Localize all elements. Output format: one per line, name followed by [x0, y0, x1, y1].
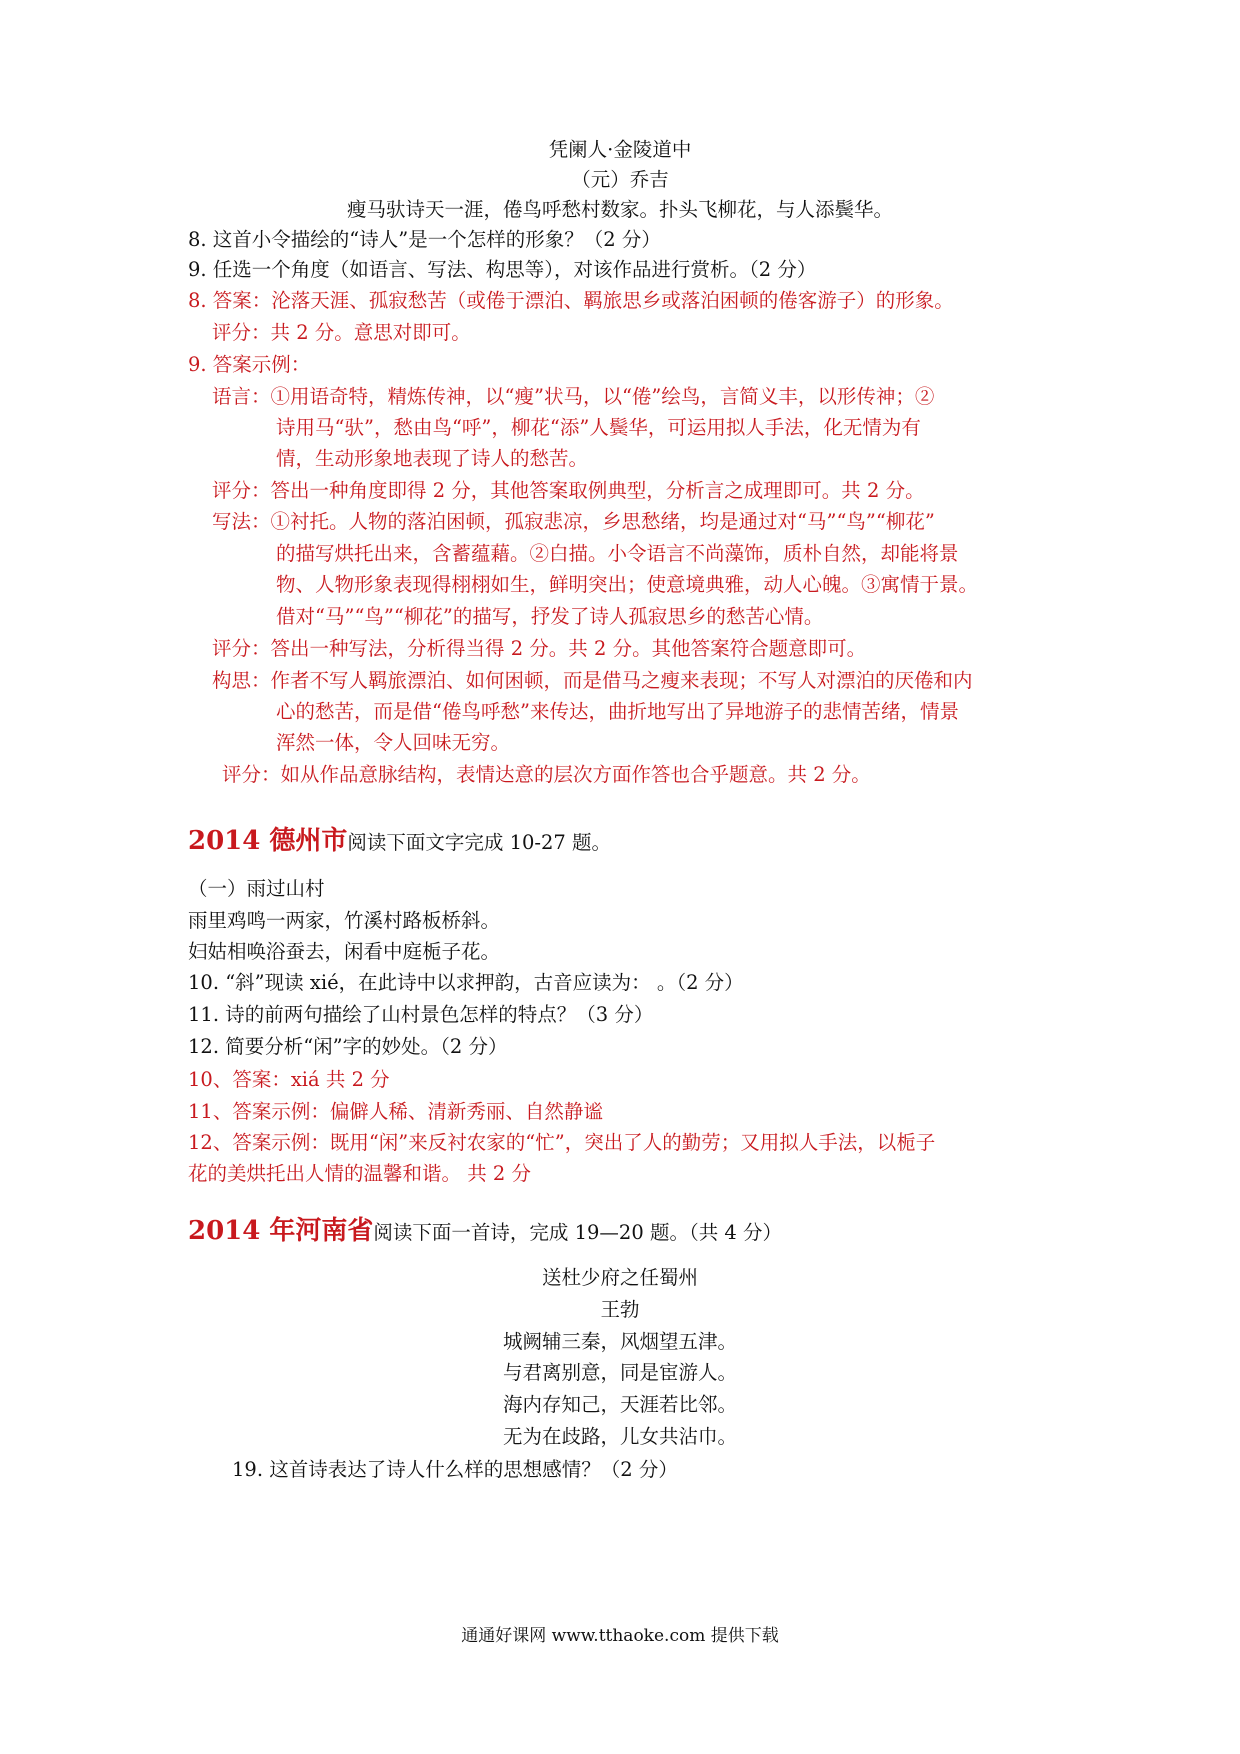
answer-9-method-line: 的描写烘托出来，含蓄蕴藉。②白描。小令语言不尚藻饰，质朴自然，却能将景 — [276, 542, 959, 565]
answer-9-language-line: 情，生动形象地表现了诗人的愁苦。 — [276, 447, 589, 470]
poem-text: 瘦马驮诗天一涯，倦鸟呼愁村数家。扑头飞柳花，与人添鬓华。 — [346, 198, 893, 221]
question-19: 19. 这首诗表达了诗人什么样的思想感情？（2 分） — [232, 1458, 678, 1481]
question-12: 12. 简要分析“闲”字的妙处。（2 分） — [188, 1035, 508, 1058]
answer-9-idea-line: 构思：作者不写人羁旅漂泊、如何困顿，而是借马之瘦来表现；不写人对漂泊的厌倦和内 — [212, 669, 973, 692]
henan-heading: 2014 年河南省 — [188, 1216, 374, 1246]
dezhou-section-title: （一）雨过山村 — [188, 877, 325, 900]
dezhou-intro: 阅读下面文字完成 10-27 题。 — [347, 831, 612, 854]
answer-12-line: 花的美烘托出人情的温馨和谐。 共 2 分 — [188, 1162, 532, 1185]
poem-title: 凭阑人·金陵道中 — [548, 138, 692, 161]
answer-8: 8. 答案：沦落天涯、孤寂愁苦（或倦于漂泊、羁旅思乡或落泊困顿的倦客游子）的形象。 — [188, 289, 954, 312]
answer-9-method-score: 评分：答出一种写法，分析得当得 2 分。共 2 分。其他答案符合题意即可。 — [212, 637, 867, 660]
dezhou-heading-line — [188, 826, 611, 857]
answer-9-heading: 9. 答案示例： — [188, 353, 311, 376]
answer-12-line: 12、答案示例：既用“闲”来反衬农家的“忙”，突出了人的勤劳；又用拟人手法，以栀子 — [188, 1131, 936, 1154]
henan-intro: 阅读下面一首诗，完成 19—20 题。（共 4 分） — [373, 1221, 782, 1244]
answer-9-language-line: 语言：①用语奇特，精炼传神，以“瘦”状马，以“倦”绘鸟，言简义丰，以形传神；② — [212, 385, 935, 408]
answer-9-method-line: 借对“马”“鸟”“柳花”的描写，抒发了诗人孤寂思乡的愁苦心情。 — [276, 605, 824, 628]
dezhou-poem-line: 雨里鸡鸣一两家，竹溪村路板桥斜。 — [188, 909, 501, 932]
answer-9-language-score: 评分：答出一种角度即得 2 分，其他答案取例典型，分析言之成理即可。共 2 分。 — [212, 479, 925, 502]
henan-poem-author: 王勃 — [600, 1298, 640, 1321]
question-11: 11. 诗的前两句描绘了山村景色怎样的特点？（3 分） — [188, 1003, 654, 1026]
henan-poem-line: 海内存知己，天涯若比邻。 — [502, 1393, 737, 1416]
henan-poem-line: 与君离别意，同是宦游人。 — [502, 1361, 737, 1384]
henan-heading-line — [188, 1216, 782, 1247]
henan-poem-line: 城阙辅三秦，风烟望五津。 — [502, 1330, 737, 1353]
dezhou-poem-line: 妇姑相唤浴蚕去，闲看中庭栀子花。 — [188, 940, 501, 963]
answer-9-idea-line: 浑然一体，令人回味无穷。 — [276, 731, 511, 754]
question-10: 10. “斜”现读 xié，在此诗中以求押韵，古音应读为： 。（2 分） — [188, 971, 744, 994]
answer-9-idea-score: 评分：如从作品意脉结构，表情达意的层次方面作答也合乎题意。共 2 分。 — [222, 763, 871, 786]
answer-9-language-line: 诗用马“驮”，愁由鸟“呼”，柳花“添”人鬓华，可运用拟人手法，化无情为有 — [276, 416, 921, 439]
answer-8-score: 评分：共 2 分。意思对即可。 — [212, 321, 471, 344]
henan-poem-line: 无为在歧路，儿女共沾巾。 — [502, 1425, 737, 1448]
question-9: 9. 任选一个角度（如语言、写法、构思等），对该作品进行赏析。（2 分） — [188, 258, 817, 281]
answer-9-idea-line: 心的愁苦，而是借“倦鸟呼愁”来传达，曲折地写出了异地游子的悲情苦绪，情景 — [276, 700, 959, 723]
answer-10: 10、答案：xiá 共 2 分 — [188, 1068, 390, 1091]
dezhou-heading: 2014 德州市 — [188, 826, 348, 856]
poem-author: （元）乔吉 — [571, 168, 669, 191]
henan-poem-title: 送杜少府之任蜀州 — [541, 1266, 698, 1289]
question-8: 8. 这首小令描绘的“诗人”是一个怎样的形象？（2 分） — [188, 228, 661, 251]
page-footer: 通通好课网 www.tthaoke.com 提供下载 — [461, 1626, 779, 1646]
answer-9-method-line: 写法：①衬托。人物的落泊困顿，孤寂悲凉，乡思愁绪，均是通过对“马”“鸟”“柳花” — [212, 510, 935, 533]
answer-9-method-line: 物、人物形象表现得栩栩如生，鲜明突出；使意境典雅，动人心魄。③寓情于景。 — [276, 573, 979, 596]
answer-11: 11、答案示例：偏僻人稀、清新秀丽、自然静谧 — [188, 1100, 603, 1123]
